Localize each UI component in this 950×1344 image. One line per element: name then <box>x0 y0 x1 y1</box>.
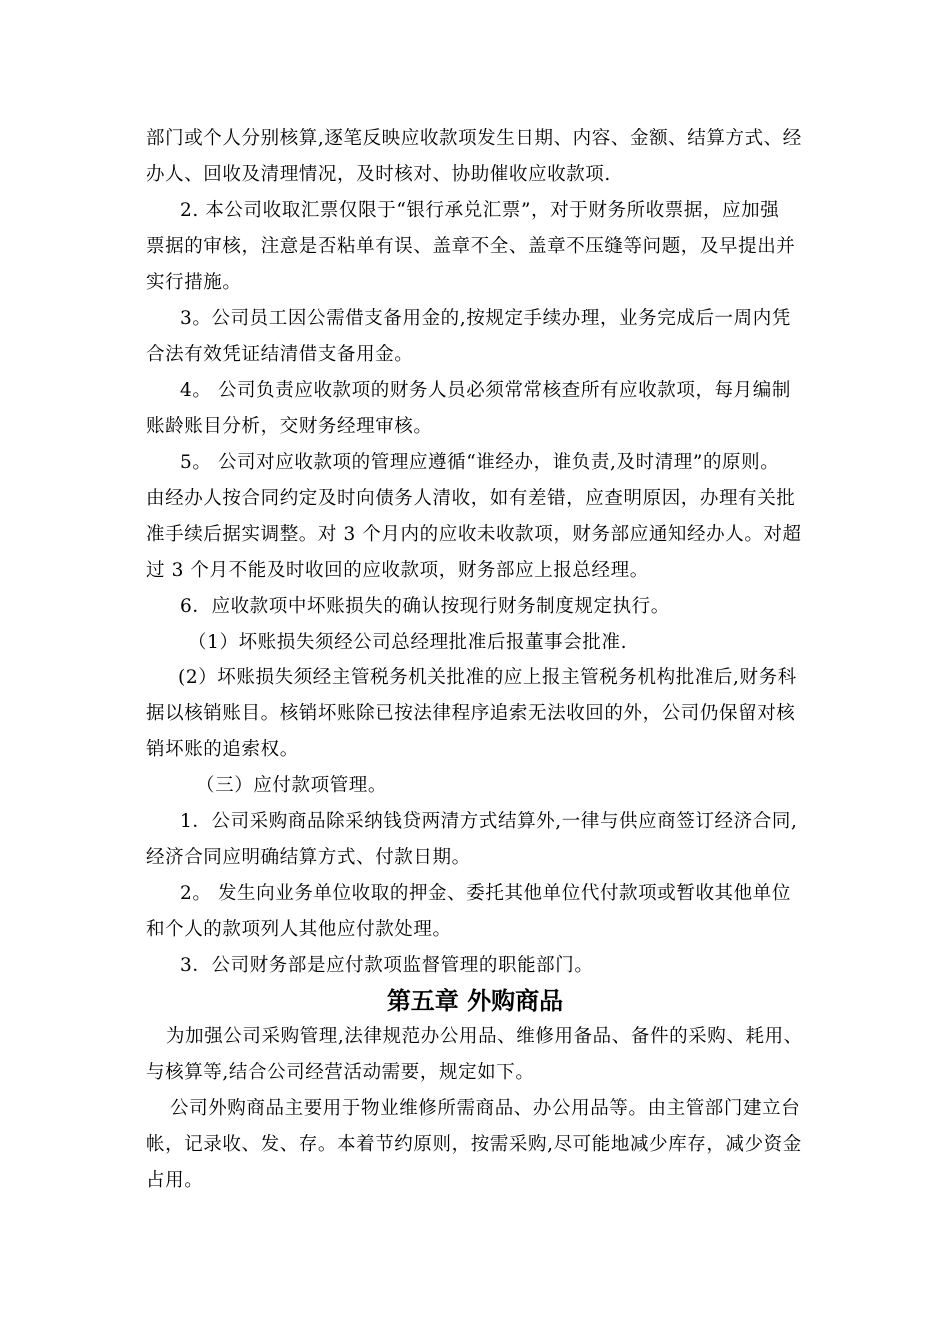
text-line: 2。 发生向业务单位收取的押金、委托其他单位代付款项或暂收其他单位 <box>180 883 791 904</box>
text-line: 账龄账目分析，交财务经理审核。 <box>146 416 433 437</box>
text-line: 3。公司员工因公需借支备用金的,按规定手续办理，业务完成后一周内凭 <box>180 308 791 329</box>
text-line: 实行措施。 <box>146 272 242 293</box>
text-line: 3．公司财务部是应付款项监督管理的职能部门。 <box>180 955 594 976</box>
text-line: 据以核销账目。核销坏账除已按法律程序追索无法收回的外，公司仍保留对核 <box>146 703 796 724</box>
text-line: 办人、回收及清理情况，及时核对、协助催收应收款项. <box>146 164 611 185</box>
text-line: 2. 本公司收取汇票仅限于“银行承兑汇票”，对于财务所收票据，应加强 <box>180 200 780 221</box>
text-line: 和个人的款项列人其他应付款处理。 <box>146 919 452 940</box>
text-line: 票据的审核，注意是否粘单有误、盖章不全、盖章不压缝等问题，及早提出并 <box>146 236 796 257</box>
text-line: 与核算等,结合公司经营活动需要，规定如下。 <box>146 1062 535 1083</box>
chapter-title: 第五章 外购商品 <box>386 987 564 1015</box>
text-line: 由经办人按合同约定及时向债务人清收，如有差错，应查明原因，办理有关批 <box>146 488 796 509</box>
text-line: 销坏账的追索权。 <box>146 739 299 760</box>
text-line: 部门或个人分别核算,逐笔反映应收款项发生日期、内容、金额、结算方式、经 <box>146 128 802 149</box>
text-line: 合法有效凭证结清借支备用金。 <box>146 344 414 365</box>
text-line: 准手续后据实调整。对 3 个月内的应收未收款项，财务部应通知经办人。对超 <box>146 524 802 545</box>
text-line: 5。 公司对应收款项的管理应遵循“谁经办，谁负责,及时清理”的原则。 <box>180 452 780 473</box>
text-line: 占用。 <box>146 1170 204 1191</box>
text-line: 公司外购商品主要用于物业维修所需商品、办公用品等。由主管部门建立台 <box>170 1098 801 1119</box>
text-line: 经济合同应明确结算方式、付款日期。 <box>146 847 471 868</box>
text-line: 为加强公司采购管理,法律规范办公用品、维修用备品、备件的采购、耗用、 <box>166 1026 803 1047</box>
text-line: 4。 公司负责应收款项的财务人员必须常常核查所有应收款项，每月编制 <box>180 380 791 401</box>
section-heading: （三）应付款项管理。 <box>196 775 388 796</box>
text-line: 过 3 个月不能及时收回的应收款项，财务部应上报总经理。 <box>146 560 649 581</box>
text-line: (2）坏账损失须经主管税务机关批准的应上报主管税务机构批准后,财务科 <box>178 667 797 688</box>
text-line: 1．公司采购商品除采纳钱贷两清方式结算外,一律与供应商签订经济合同, <box>180 811 798 832</box>
text-line: 6．应收款项中坏账损失的确认按现行财务制度规定执行。 <box>180 596 670 617</box>
text-line: 帐，记录收、发、存。本着节约原则，按需采购,尽可能地减少库存，减少资金 <box>146 1134 802 1155</box>
text-line: （1）坏账损失须经公司总经理批准后报董事会批准. <box>188 632 628 653</box>
